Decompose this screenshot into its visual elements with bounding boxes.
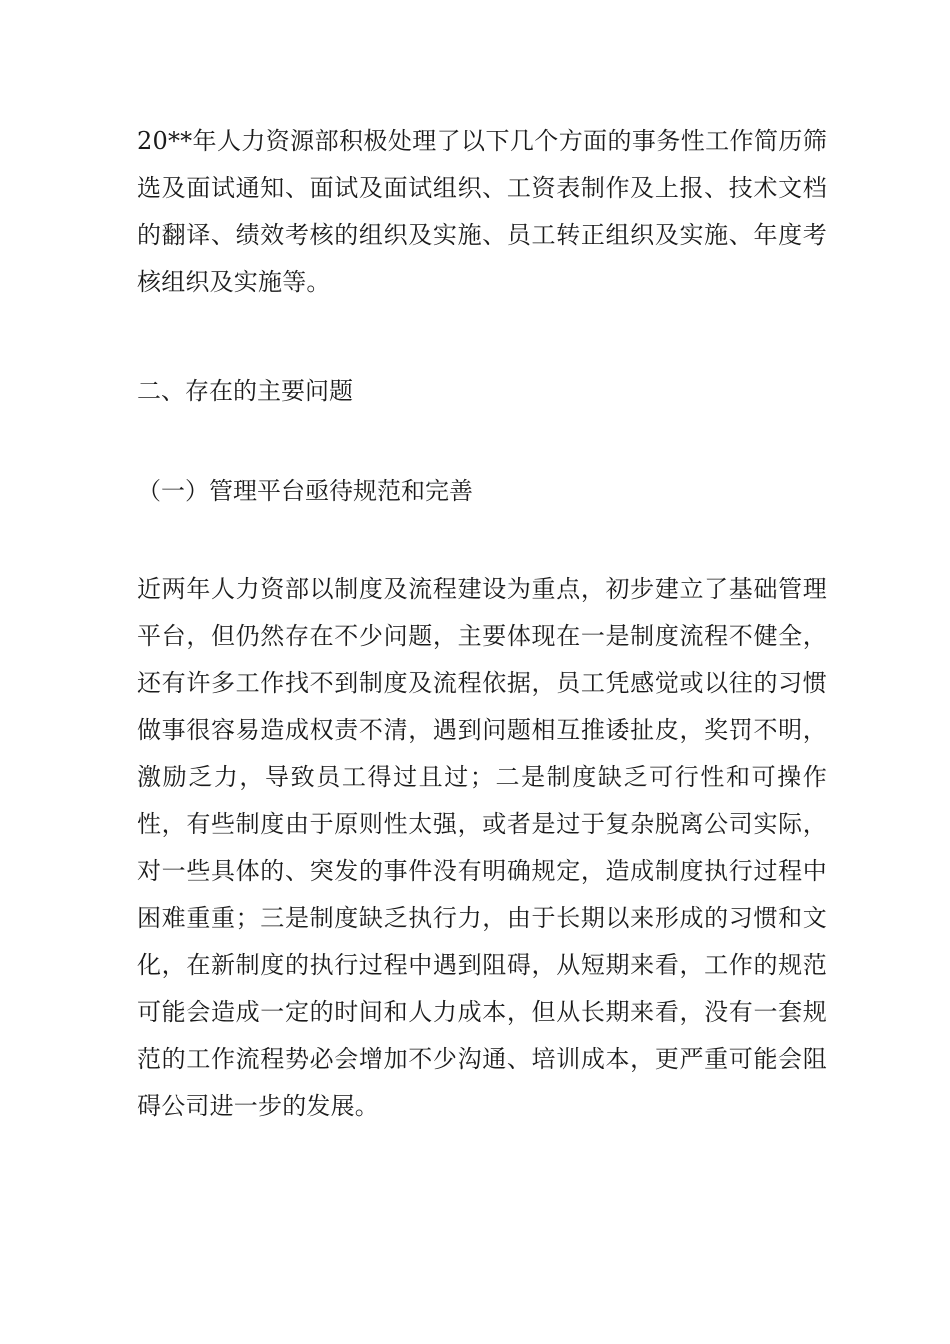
body-paragraph: 近两年人力资部以制度及流程建设为重点，初步建立了基础管理平台，但仍然存在不少问题，主要体现在一是制度流程不健全，还有许多工作找不到制度及流程依据，员工凭感觉或以往的习惯做事很容易造成权责不清，遇到问题相互推诿扯皮，奖罚不明，激励乏力，导致员工得过且过；二是制度缺乏可行性和可操作性，有些制度由于原则性太强，或者是过于复杂脱离公司实际，对一些具体的、突发的事件没有明确规定，造成制度执行过程中困难重重；三是制度缺乏执行力，由于长期以来形成的习惯和文化，在新制度的执行过程中遇到阻碍，从短期来看，工作的规范可能会造成一定的时间和人力成本，但从长期来看，没有一套规范的工作流程势必会增加不少沟通、培训成本，更严重可能会阻碍公司进一步的发展。 <box>137 575 827 1120</box>
intro-paragraph: 20**年人力资源部积极处理了以下几个方面的事务性工作简历筛选及面试通知、面试及面试组织、工资表制作及上报、技术文档的翻译、绩效考核的组织及实施、员工转正组织及实施、年度考核组织及实施等。 <box>137 127 827 296</box>
section-heading: 二、存在的主要问题 <box>137 377 353 405</box>
subsection-heading: （一）管理平台亟待规范和完善 <box>137 477 473 505</box>
